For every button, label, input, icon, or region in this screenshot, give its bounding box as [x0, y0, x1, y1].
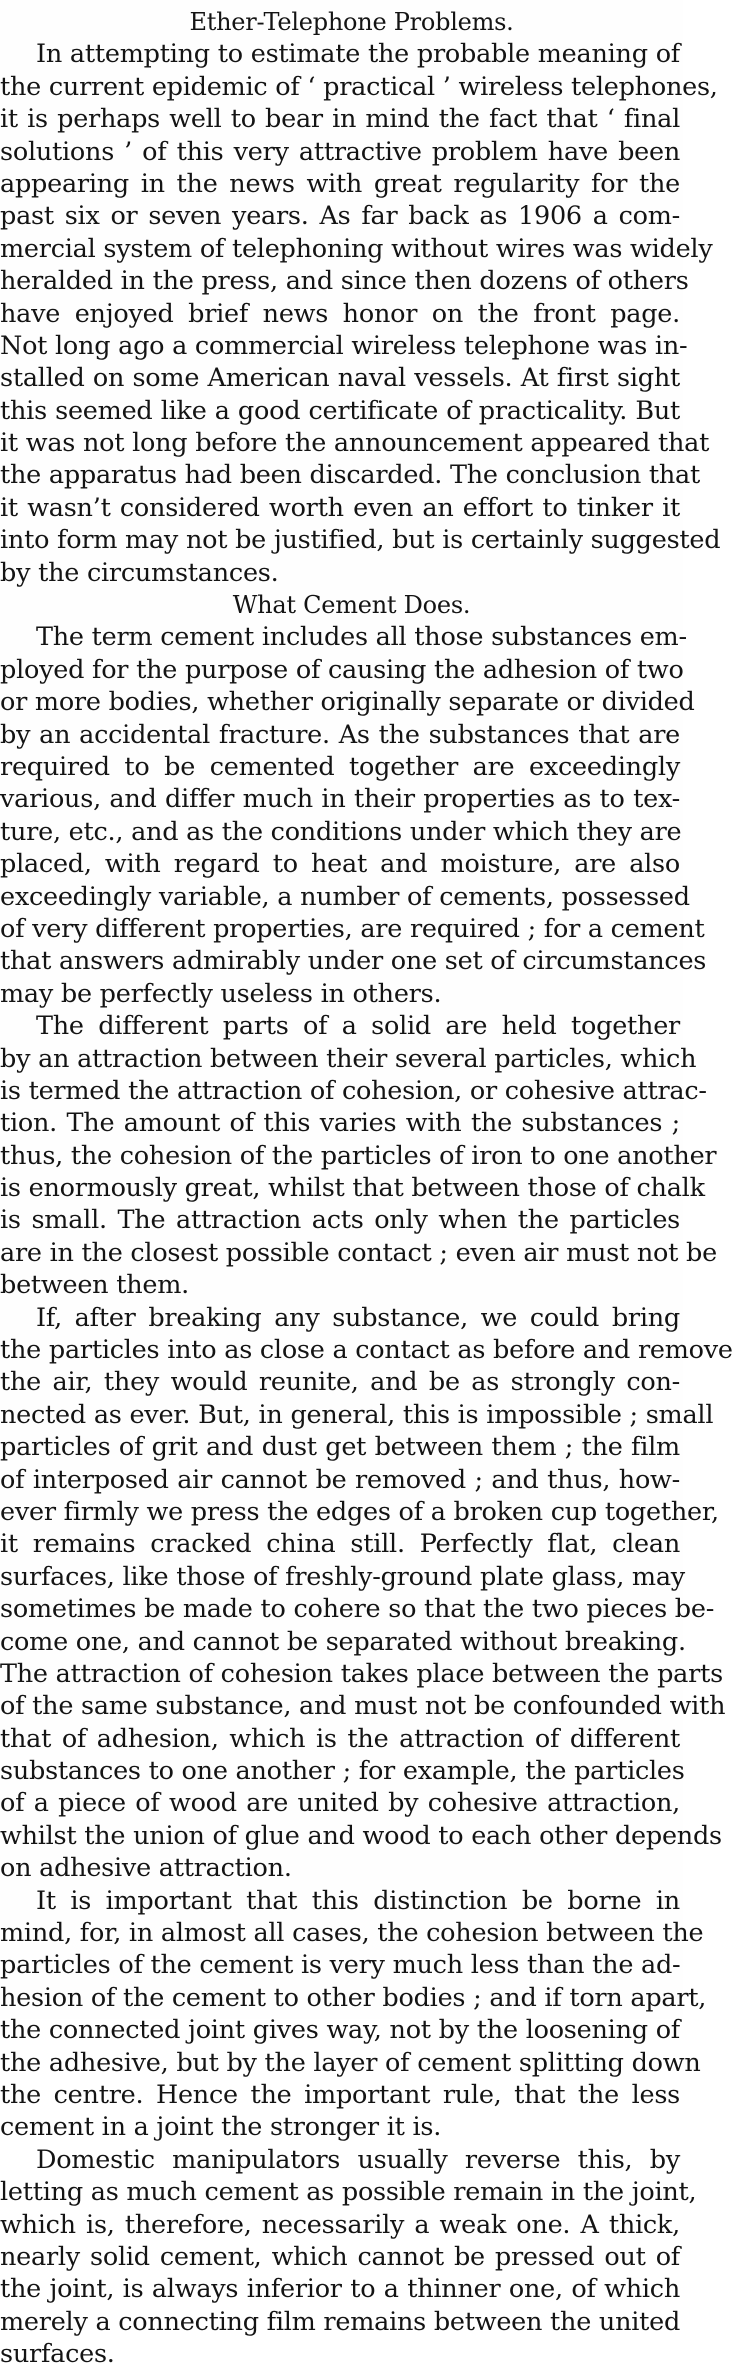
text-line: exceedingly variable, a number of cements, possessed — [0, 881, 690, 912]
text-line: particles of the cement is very much less than the ad- — [0, 1950, 681, 1981]
text-line: nected as ever. But, in general, this is impossible ; small — [0, 1399, 714, 1430]
text-line: is termed the attraction of cohesion, or cohesive attrac- — [0, 1075, 707, 1106]
text-line: placed, with regard to heat and moisture, are also — [0, 849, 680, 880]
article-ether-telephone — [0, 6, 721, 589]
text-line: it is perhaps well to bear in mind the fact that ‘ final — [0, 104, 680, 135]
text-line: the adhesive, but by the layer of cement splitting down — [0, 2047, 701, 2078]
text-line: The attraction of cohesion takes place between the parts — [0, 1658, 723, 1689]
text-line: merely a connecting film remains between the united — [0, 2306, 681, 2337]
text-line: this seemed like a good certificate of practicality. But — [0, 395, 680, 426]
text-line: substances to one another ; for example, the particles — [0, 1756, 685, 1787]
text-line: surfaces, like those of freshly-ground plate glass, may — [0, 1561, 685, 1592]
text-line: heralded in the press, and since then dozens of others — [0, 266, 689, 297]
text-line: Not long ago a commercial wireless telephone was in- — [0, 330, 688, 361]
text-line: letting as much cement as possible remain in the joint, — [0, 2177, 697, 2208]
text-line: between them. — [0, 1270, 189, 1301]
text-line: sometimes be made to cohere so that the two pieces be- — [0, 1594, 715, 1625]
text-line: The different parts of a solid are held together — [36, 1011, 680, 1042]
text-line: the air, they would reunite, and be as strongly con- — [0, 1367, 680, 1398]
text-line: past six or seven years. As far back as 1906 a com- — [0, 201, 680, 232]
text-line: by an accidental fracture. As the substances that are — [0, 719, 680, 750]
text-line: it was not long before the announcement appeared that — [0, 428, 710, 459]
text-line: mercial system of telephoning without wires was widely — [0, 233, 713, 264]
text-line: hesion of the cement to other bodies ; and if torn apart, — [0, 1982, 707, 2013]
text-line: In attempting to estimate the probable meaning of — [36, 39, 680, 70]
text-line: ever firmly we press the edges of a broken cup together, — [0, 1496, 719, 1527]
text-line: the apparatus had been discarded. The conclusion that — [0, 460, 700, 491]
text-line: surfaces. — [0, 2339, 115, 2370]
text-line: of interposed air cannot be removed ; and thus, how- — [0, 1464, 680, 1495]
article-title: Ether-Telephone Problems. — [189, 8, 514, 36]
text-line: whilst the union of glue and wood to each other depends — [0, 1820, 722, 1851]
text-line: the joint, is always inferior to a thinner one, of which — [0, 2274, 680, 2305]
text-line: are in the closest possible contact ; even air must not be — [0, 1237, 717, 1268]
text-line: is small. The attraction acts only when the particles — [0, 1205, 680, 1236]
text-line: particles of grit and dust get between them ; the film — [0, 1432, 680, 1463]
text-column — [0, 6, 733, 2371]
text-line: thus, the cohesion of the particles of iron to one another — [0, 1140, 717, 1171]
text-line: the centre. Hence the important rule, that the less — [0, 2080, 680, 2110]
text-line: tion. The amount of this varies with the substances ; — [0, 1108, 680, 1139]
text-line: various, and differ much in their properties as to tex- — [0, 784, 680, 815]
text-line: it wasn’t considered worth even an effort to tinker it — [0, 492, 680, 523]
text-line: into form may not be justified, but is certainly suggested — [0, 525, 721, 556]
text-line: the particles into as close a contact as before and remove — [0, 1335, 733, 1366]
text-line: If, after breaking any substance, we could bring — [36, 1302, 680, 1333]
text-line: nearly solid cement, which cannot be pressed out of — [0, 2241, 680, 2272]
text-line: ployed for the purpose of causing the adhesion of two — [0, 654, 684, 685]
text-line: is enormously great, whilst that between those of chalk — [0, 1173, 705, 1204]
text-line: of a piece of wood are united by cohesive attraction, — [0, 1788, 680, 1819]
text-line: have enjoyed brief news honor on the front page. — [0, 298, 680, 329]
text-line: which is, therefore, necessarily a weak one. A thick, — [0, 2209, 680, 2240]
text-line: ture, etc., and as the conditions under which they are — [0, 816, 682, 847]
text-line: or more bodies, whether originally separate or divided — [0, 687, 695, 718]
text-line: that of adhesion, which is the attraction of different — [0, 1723, 680, 1754]
text-line: of the same substance, and must not be confounded with — [0, 1691, 726, 1722]
text-line: of very different properties, are required ; for a cement — [0, 913, 705, 944]
text-line: required to be cemented together are exceedingly — [0, 751, 680, 782]
text-line: come one, and cannot be separated without breaking. — [0, 1626, 686, 1657]
text-line: the current epidemic of ‘ practical ’ wireless telephones, — [0, 71, 718, 102]
text-line: it remains cracked china still. Perfectly flat, clean — [0, 1529, 680, 1560]
text-line: solutions ’ of this very attractive problem have been — [0, 136, 680, 167]
text-line: Domestic manipulators usually reverse this, by — [36, 2144, 680, 2175]
text-line: It is important that this distinction be borne in — [36, 1885, 680, 1916]
text-line: cement in a joint the stronger it is. — [0, 2112, 442, 2143]
article-what-cement-does — [0, 589, 733, 2370]
text-line: by the circumstances. — [0, 557, 279, 588]
text-line: The term cement includes all those substances em- — [36, 622, 687, 653]
article-title: What Cement Does. — [232, 591, 471, 620]
text-line: by an attraction between their several particles, which — [0, 1043, 697, 1074]
text-line: the connected joint gives way, not by the loosening of — [0, 2015, 680, 2046]
text-line: appearing in the news with great regularity for the — [0, 168, 680, 199]
text-line: that answers admirably under one set of circumstances — [0, 946, 707, 977]
text-line: mind, for, in almost all cases, the cohesion between the — [0, 1918, 704, 1949]
text-line: may be perfectly useless in others. — [0, 978, 442, 1009]
text-line: stalled on some American naval vessels. At first sight — [0, 363, 680, 394]
text-line: on adhesive attraction. — [0, 1853, 292, 1884]
